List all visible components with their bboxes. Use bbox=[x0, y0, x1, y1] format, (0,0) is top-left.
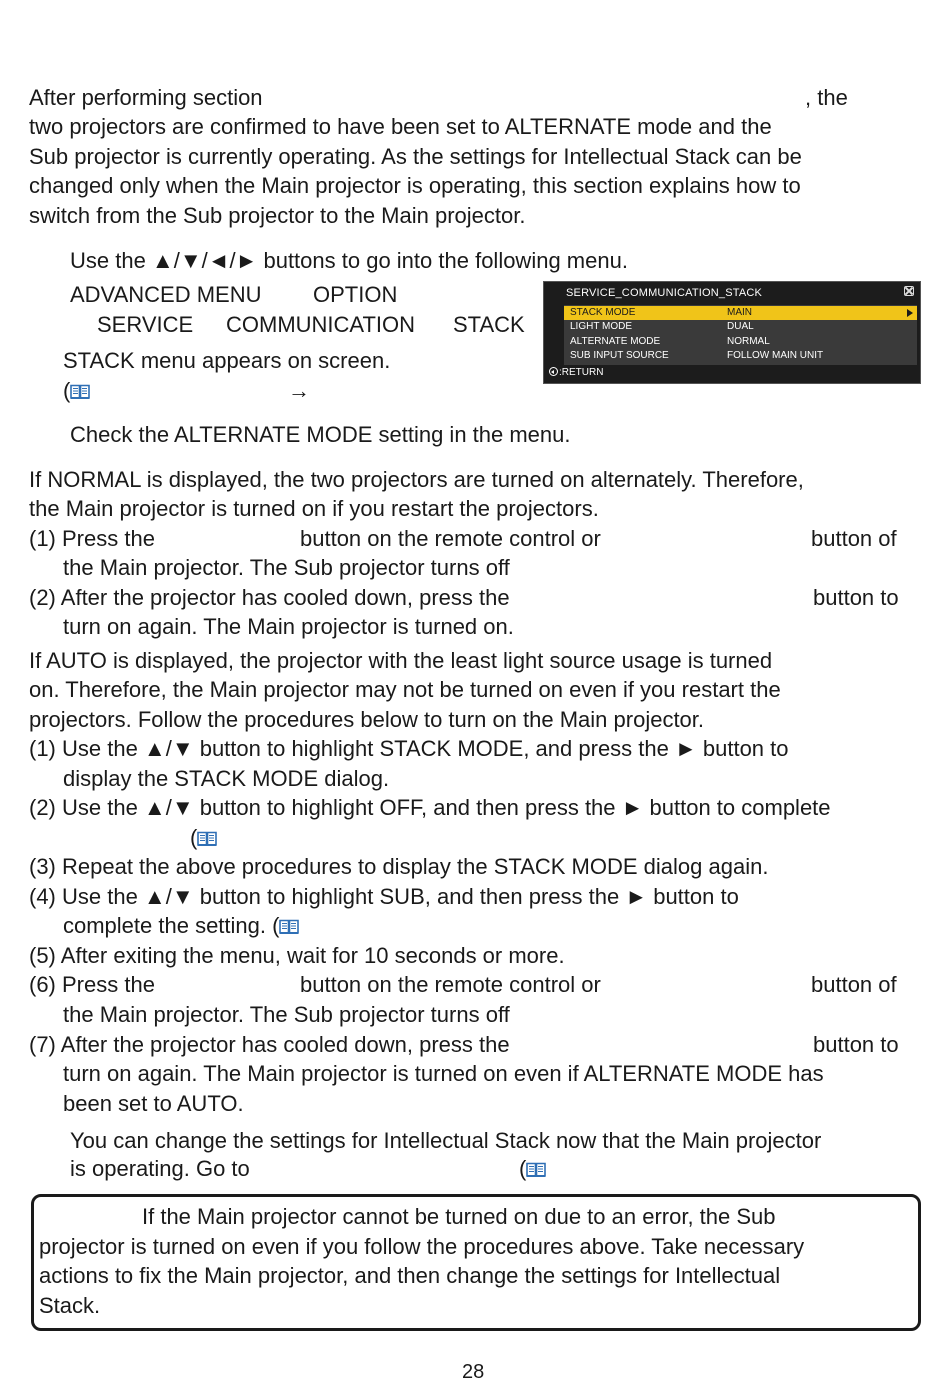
menu-path-advanced: ADVANCED MENU bbox=[70, 282, 262, 307]
book-icon bbox=[526, 1161, 546, 1178]
normal-step2-c: turn on again. The Main projector is turned on. bbox=[63, 614, 514, 639]
osd-row-stack-mode[interactable] bbox=[564, 306, 917, 320]
osd-row-value: NORMAL bbox=[727, 336, 770, 347]
normal-step1-b: button on the remote control or bbox=[300, 526, 601, 551]
auto-step6-b: button on the remote control or bbox=[300, 972, 601, 997]
menu-path-service: SERVICE bbox=[97, 312, 194, 337]
auto-step5: (5) After exiting the menu, wait for 10 seconds or more. bbox=[29, 943, 565, 968]
normal-line-2: the Main projector is turned on if you restart the projectors. bbox=[29, 496, 599, 521]
page-number: 28 bbox=[462, 1361, 485, 1383]
ref-open-paren: ( bbox=[519, 1156, 527, 1181]
note-line-1: If the Main projector cannot be turned on due to an error, the Sub bbox=[142, 1204, 776, 1229]
stack-menu-appears: STACK menu appears on screen. bbox=[63, 348, 391, 373]
auto-step1-b: display the STACK MODE dialog. bbox=[63, 766, 390, 791]
menu-path-stack: STACK bbox=[453, 312, 525, 337]
step1-instruction: Use the ▲/▼/◄/► buttons to go into the following menu. bbox=[70, 248, 628, 273]
auto-step2-ref bbox=[190, 823, 217, 853]
intro-line-3: Sub projector is currently operating. As the settings for Intellectual Stack can be bbox=[29, 144, 802, 169]
step3-line-2: is operating. Go to bbox=[70, 1156, 250, 1181]
stack-menu-osd bbox=[543, 281, 921, 384]
ref-arrow: → bbox=[288, 378, 310, 403]
normal-step1-a: (1) Press the bbox=[29, 526, 155, 551]
auto-step1-a: (1) Use the ▲/▼ button to highlight STACK MODE, and press the ► button to bbox=[29, 736, 789, 761]
intro-line-1a: After performing section bbox=[29, 85, 263, 110]
osd-row-value: DUAL bbox=[727, 321, 754, 332]
auto-step6-c: button of bbox=[811, 972, 897, 997]
step3-line-1: You can change the settings for Intellectual Stack now that the Main projector bbox=[70, 1128, 822, 1153]
note-line-3: actions to fix the Main projector, and then change the settings for Intellectual bbox=[39, 1263, 781, 1288]
osd-row-value: FOLLOW MAIN UNIT bbox=[727, 350, 824, 361]
intro-line-4: changed only when the Main projector is operating, this section explains how to bbox=[29, 173, 801, 198]
auto-line-2: on. Therefore, the Main projector may not be turned on even if you restart the bbox=[29, 677, 781, 702]
menu-path-option: OPTION bbox=[313, 282, 398, 307]
right-arrow-icon bbox=[907, 309, 913, 317]
normal-step2-a: (2) After the projector has cooled down, press the bbox=[29, 585, 510, 610]
auto-step7-b: button to bbox=[813, 1032, 899, 1057]
ref-open-paren: ( bbox=[190, 825, 198, 850]
auto-line-1: If AUTO is displayed, the projector with the least light source usage is turned bbox=[29, 648, 773, 673]
osd-row-alternate-mode[interactable] bbox=[564, 335, 917, 349]
osd-row-key: ALTERNATE MODE bbox=[570, 336, 661, 347]
auto-step7-d: been set to AUTO. bbox=[63, 1091, 244, 1116]
step2-instruction: Check the ALTERNATE MODE setting in the menu. bbox=[70, 422, 571, 447]
osd-row-key: LIGHT MODE bbox=[570, 321, 633, 332]
normal-line-1: If NORMAL is displayed, the two projectors are turned on alternately. Therefore, bbox=[29, 467, 804, 492]
note-line-4: Stack. bbox=[39, 1293, 101, 1318]
step1-reference bbox=[63, 376, 90, 406]
step3-ref bbox=[519, 1154, 546, 1184]
auto-step4-a: (4) Use the ▲/▼ button to highlight SUB, and then press the ► button to bbox=[29, 884, 739, 909]
normal-step2-b: button to bbox=[813, 585, 899, 610]
osd-row-sub-input-source[interactable] bbox=[564, 349, 917, 363]
osd-row-key: STACK MODE bbox=[570, 307, 636, 318]
auto-step7-c: turn on again. The Main projector is turned on even if ALTERNATE MODE has bbox=[63, 1061, 824, 1086]
auto-step7-a: (7) After the projector has cooled down, press the bbox=[29, 1032, 510, 1057]
auto-step2-a: (2) Use the ▲/▼ button to highlight OFF, and then press the ► button to complete bbox=[29, 795, 831, 820]
intro-line-2: two projectors are confirmed to have been set to ALTERNATE mode and the bbox=[29, 114, 772, 139]
intro-line-1b: , the bbox=[805, 85, 848, 110]
osd-row-key: SUB INPUT SOURCE bbox=[570, 350, 669, 361]
osd-row-light-mode[interactable] bbox=[564, 320, 917, 334]
book-icon bbox=[279, 918, 299, 935]
auto-line-3: projectors. Follow the procedures below to turn on the Main projector. bbox=[29, 707, 705, 732]
osd-title: SERVICE_COMMUNICATION_STACK bbox=[566, 287, 763, 299]
book-icon bbox=[197, 830, 217, 847]
osd-return-label: :RETURN bbox=[559, 367, 604, 378]
ref-open-paren: ( bbox=[63, 378, 71, 403]
intro-line-5: switch from the Sub projector to the Main projector. bbox=[29, 203, 526, 228]
auto-step6-d: the Main projector. The Sub projector turns off bbox=[63, 1002, 510, 1027]
osd-return[interactable] bbox=[549, 366, 603, 380]
auto-step6-a: (6) Press the bbox=[29, 972, 155, 997]
auto-step4-b-text: complete the setting. ( bbox=[63, 913, 280, 938]
osd-panel bbox=[564, 305, 917, 365]
menu-path-communication: COMMUNICATION bbox=[226, 312, 416, 337]
close-icon bbox=[904, 286, 914, 296]
normal-step1-d: the Main projector. The Sub projector turns off bbox=[63, 555, 510, 580]
normal-step1-c: button of bbox=[811, 526, 897, 551]
auto-step3: (3) Repeat the above procedures to display the STACK MODE dialog again. bbox=[29, 854, 769, 879]
book-icon bbox=[70, 383, 90, 400]
osd-row-value: MAIN bbox=[727, 307, 752, 318]
auto-step4-b bbox=[63, 911, 299, 941]
note-line-2: projector is turned on even if you follow the procedures above. Take necessary bbox=[39, 1234, 805, 1259]
return-icon bbox=[549, 367, 558, 376]
